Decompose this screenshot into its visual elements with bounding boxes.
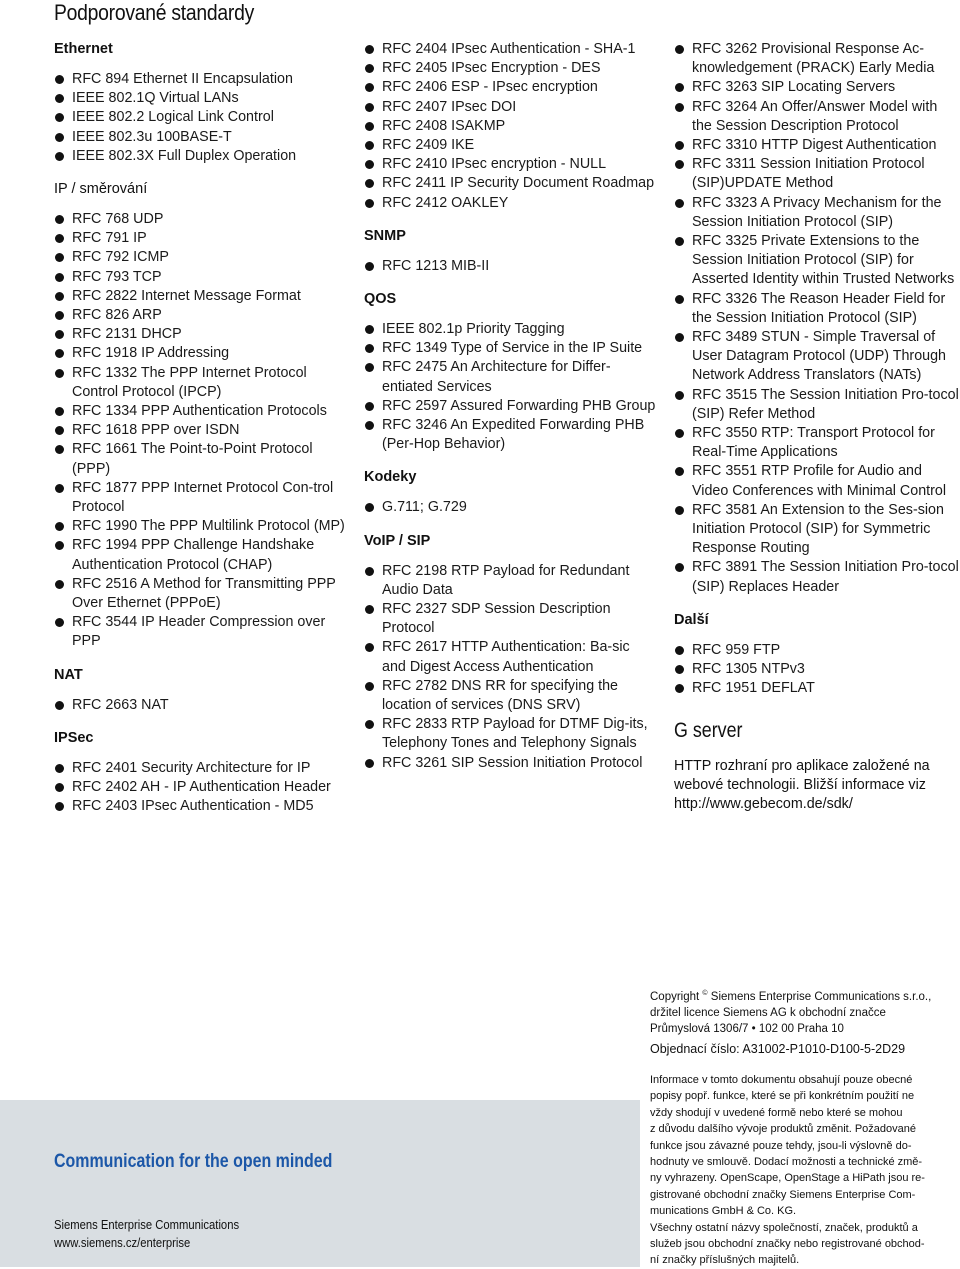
list-item: RFC 3581 An Extension to the Ses-sion Initiation Protocol (SIP) for Symmetric Response Routing — [674, 501, 960, 559]
list-item: RFC 3246 An Expedited Forwarding PHB (Per-Hop Behavior) — [364, 416, 656, 454]
list-item: RFC 2822 Internet Message Format — [54, 287, 346, 306]
list-item: RFC 2406 ESP - IPsec encryption — [364, 78, 656, 97]
list-item: RFC 2403 IPsec Authentication - MD5 — [54, 797, 346, 816]
gserver-line: HTTP rozhraní pro aplikace založené na — [674, 757, 930, 774]
column-left — [54, 40, 346, 831]
column-middle — [364, 40, 656, 787]
copyright-holder: Siemens Enterprise Communications s.r.o., — [710, 990, 932, 1003]
copyright-word: Copyright — [650, 990, 700, 1003]
list-item: RFC 1332 The PPP Internet Protocol Control Protocol (IPCP) — [54, 364, 346, 402]
disclaimer-line: vždy shodují v uvedené formě nebo které se mohou — [650, 1106, 903, 1119]
section-heading-codecs: Kodeky — [364, 469, 417, 486]
list-item: G.711; G.729 — [364, 498, 656, 517]
list-codecs — [364, 498, 656, 517]
company-info — [54, 1216, 239, 1252]
list-item: RFC 768 UDP — [54, 210, 346, 229]
section-heading-ip: IP / směrování — [54, 181, 148, 198]
section-heading-qos: QOS — [364, 291, 397, 308]
list-ethernet — [54, 70, 346, 166]
disclaimer-line: ny vyhrazeny. OpenScape, OpenStage a HiPath jsou re- — [650, 1172, 925, 1185]
list-item: RFC 3326 The Reason Header Field for the Session Initiation Protocol (SIP) — [674, 290, 960, 328]
list-item: RFC 1877 PPP Internet Protocol Con-trol Protocol — [54, 479, 346, 517]
gserver-title: G server — [674, 718, 743, 742]
list-item: RFC 793 TCP — [54, 268, 346, 287]
list-item: RFC 2198 RTP Payload for Redundant Audio Data — [364, 562, 656, 600]
list-item: RFC 1951 DEFLAT — [674, 679, 960, 698]
section-heading-ipsec: IPSec — [54, 729, 94, 746]
page-title: Podporované standardy — [54, 0, 255, 25]
list-item: RFC 1334 PPP Authentication Protocols — [54, 402, 346, 421]
list-ipsec-part1 — [54, 759, 346, 817]
section-heading-other: Další — [674, 611, 709, 628]
list-item: RFC 3311 Session Initiation Protocol (SIP)UPDATE Method — [674, 155, 960, 193]
copyright-block — [650, 986, 955, 1037]
section-heading-snmp: SNMP — [364, 227, 406, 244]
list-voip-part2 — [674, 40, 960, 597]
list-item: RFC 792 ICMP — [54, 248, 346, 267]
list-item: RFC 2833 RTP Payload for DTMF Dig-its, Telephony Tones and Telephony Signals — [364, 715, 656, 753]
list-item: RFC 3325 Private Extensions to the Session Initiation Protocol (SIP) for Asserted Identity within Trusted Networks — [674, 232, 960, 290]
section-heading-ethernet: Ethernet — [54, 41, 113, 57]
list-item: RFC 1918 IP Addressing — [54, 344, 346, 363]
order-number: Objednací číslo: A31002-P1010-D100-5-2D29 — [650, 1042, 906, 1056]
list-item: RFC 3323 A Privacy Mechanism for the Session Initiation Protocol (SIP) — [674, 194, 960, 232]
copyright-symbol: © — [702, 990, 708, 997]
list-item: RFC 2404 IPsec Authentication - SHA-1 — [364, 40, 656, 59]
disclaimer-line: munications GmbH & Co. KG. — [650, 1205, 797, 1218]
disclaimer-line: popisy popř. funkce, které se při konkrétním použití ne — [650, 1090, 915, 1103]
disclaimer-line: služeb jsou obchodní značky nebo registrované obchod- — [650, 1238, 925, 1251]
list-other — [674, 641, 960, 699]
list-item: RFC 2411 IP Security Document Roadmap — [364, 174, 656, 193]
list-item: RFC 3550 RTP: Transport Protocol for Real-Time Applications — [674, 424, 960, 462]
list-item: RFC 1305 NTPv3 — [674, 660, 960, 679]
disclaimer-line: ní značky příslušných majitelů. — [650, 1254, 800, 1267]
gserver-description — [674, 757, 960, 815]
list-item: IEEE 802.2 Logical Link Control — [54, 108, 346, 127]
list-ipsec-part2 — [364, 40, 656, 213]
list-item: RFC 791 IP — [54, 229, 346, 248]
list-item: RFC 1349 Type of Service in the IP Suite — [364, 339, 656, 358]
list-item: RFC 2327 SDP Session Description Protocol — [364, 600, 656, 638]
copyright-line: Průmyslová 1306/7 • 102 00 Praha 10 — [650, 1022, 844, 1035]
section-heading-nat: NAT — [54, 666, 83, 683]
list-item: IEEE 802.3X Full Duplex Operation — [54, 147, 346, 166]
list-item: RFC 3261 SIP Session Initiation Protocol — [364, 754, 656, 773]
list-item: RFC 3544 IP Header Compression over PPP — [54, 613, 346, 651]
column-right — [674, 40, 960, 814]
list-item: RFC 2407 IPsec DOI — [364, 98, 656, 117]
list-item: RFC 1990 The PPP Multilink Protocol (MP) — [54, 517, 346, 536]
list-item: RFC 2475 An Architecture for Differ-entiated Services — [364, 358, 656, 396]
list-item: RFC 894 Ethernet II Encapsulation — [54, 70, 346, 89]
list-item: RFC 2402 AH - IP Authentication Header — [54, 778, 346, 797]
list-item: RFC 3891 The Session Initiation Pro-tocol (SIP) Replaces Header — [674, 558, 960, 596]
list-item: IEEE 802.3u 100BASE-T — [54, 128, 346, 147]
list-item: RFC 1661 The Point-to-Point Protocol (PPP) — [54, 440, 346, 478]
list-item: RFC 3551 RTP Profile for Audio and Video Conferences with Minimal Control — [674, 462, 960, 500]
list-item: RFC 2782 DNS RR for specifying the location of services (DNS SRV) — [364, 677, 656, 715]
list-item: RFC 3264 An Offer/Answer Model with the Session Description Protocol — [674, 98, 960, 136]
list-item: RFC 3310 HTTP Digest Authentication — [674, 136, 960, 155]
list-item: RFC 3515 The Session Initiation Pro-tocol (SIP) Refer Method — [674, 386, 960, 424]
list-voip-part1 — [364, 562, 656, 773]
disclaimer-line: hodnuty ve smlouvě. Dodací možnosti a technické změ- — [650, 1156, 923, 1169]
disclaimer-line: z důvodu dalšího vývoje produktů změnit. Požadované — [650, 1123, 916, 1136]
list-item: RFC 1618 PPP over ISDN — [54, 421, 346, 440]
list-item: RFC 826 ARP — [54, 306, 346, 325]
list-item: IEEE 802.1Q Virtual LANs — [54, 89, 346, 108]
gserver-line: webové technologii. Bližší informace viz — [674, 776, 926, 793]
list-item: RFC 3263 SIP Locating Servers — [674, 78, 960, 97]
list-item: RFC 2617 HTTP Authentication: Ba-sic and Digest Access Authentication — [364, 638, 656, 676]
list-nat — [54, 696, 346, 715]
list-item: RFC 2516 A Method for Transmitting PPP Over Ethernet (PPPoE) — [54, 575, 346, 613]
list-item: RFC 2401 Security Architecture for IP — [54, 759, 346, 778]
list-qos — [364, 320, 656, 454]
list-ip — [54, 210, 346, 652]
list-item: RFC 2412 OAKLEY — [364, 194, 656, 213]
list-item: RFC 3262 Provisional Response Ac-knowledgement (PRACK) Early Media — [674, 40, 960, 78]
list-item: RFC 2409 IKE — [364, 136, 656, 155]
list-item: RFC 2405 IPsec Encryption - DES — [364, 59, 656, 78]
list-item: RFC 1213 MIB-II — [364, 257, 656, 276]
disclaimer-line: funkce jsou závazné pouze tehdy, jsou-li výslovně do- — [650, 1139, 912, 1152]
list-item: RFC 1994 PPP Challenge Handshake Authentication Protocol (CHAP) — [54, 536, 346, 574]
list-snmp — [364, 257, 656, 276]
copyright-line: držitel licence Siemens AG k obchodní značce — [650, 1006, 886, 1019]
company-url[interactable]: www.siemens.cz/enterprise — [54, 1236, 191, 1250]
disclaimer-line: Všechny ostatní názvy společností, značek, produktů a — [650, 1221, 918, 1234]
company-name: Siemens Enterprise Communications — [54, 1218, 240, 1232]
list-item: RFC 2131 DHCP — [54, 325, 346, 344]
list-item: RFC 2410 IPsec encryption - NULL — [364, 155, 656, 174]
list-item: RFC 2408 ISAKMP — [364, 117, 656, 136]
list-item: RFC 2597 Assured Forwarding PHB Group — [364, 397, 656, 416]
gserver-link[interactable]: http://www.gebecom.de/sdk/ — [674, 795, 853, 812]
list-item: RFC 2663 NAT — [54, 696, 346, 715]
disclaimer-line: gistrované obchodní značky Siemens Enterprise Com- — [650, 1188, 916, 1201]
list-item: RFC 959 FTP — [674, 641, 960, 660]
list-item: IEEE 802.1p Priority Tagging — [364, 320, 656, 339]
tagline: Communication for the open minded — [54, 1151, 333, 1172]
disclaimer — [650, 1072, 958, 1269]
section-heading-voip: VoIP / SIP — [364, 532, 431, 549]
list-item: RFC 3489 STUN - Simple Traversal of User Datagram Protocol (UDP) Through Network Address Translators (NATs) — [674, 328, 960, 386]
disclaimer-line: Informace v tomto dokumentu obsahují pouze obecné — [650, 1074, 913, 1086]
